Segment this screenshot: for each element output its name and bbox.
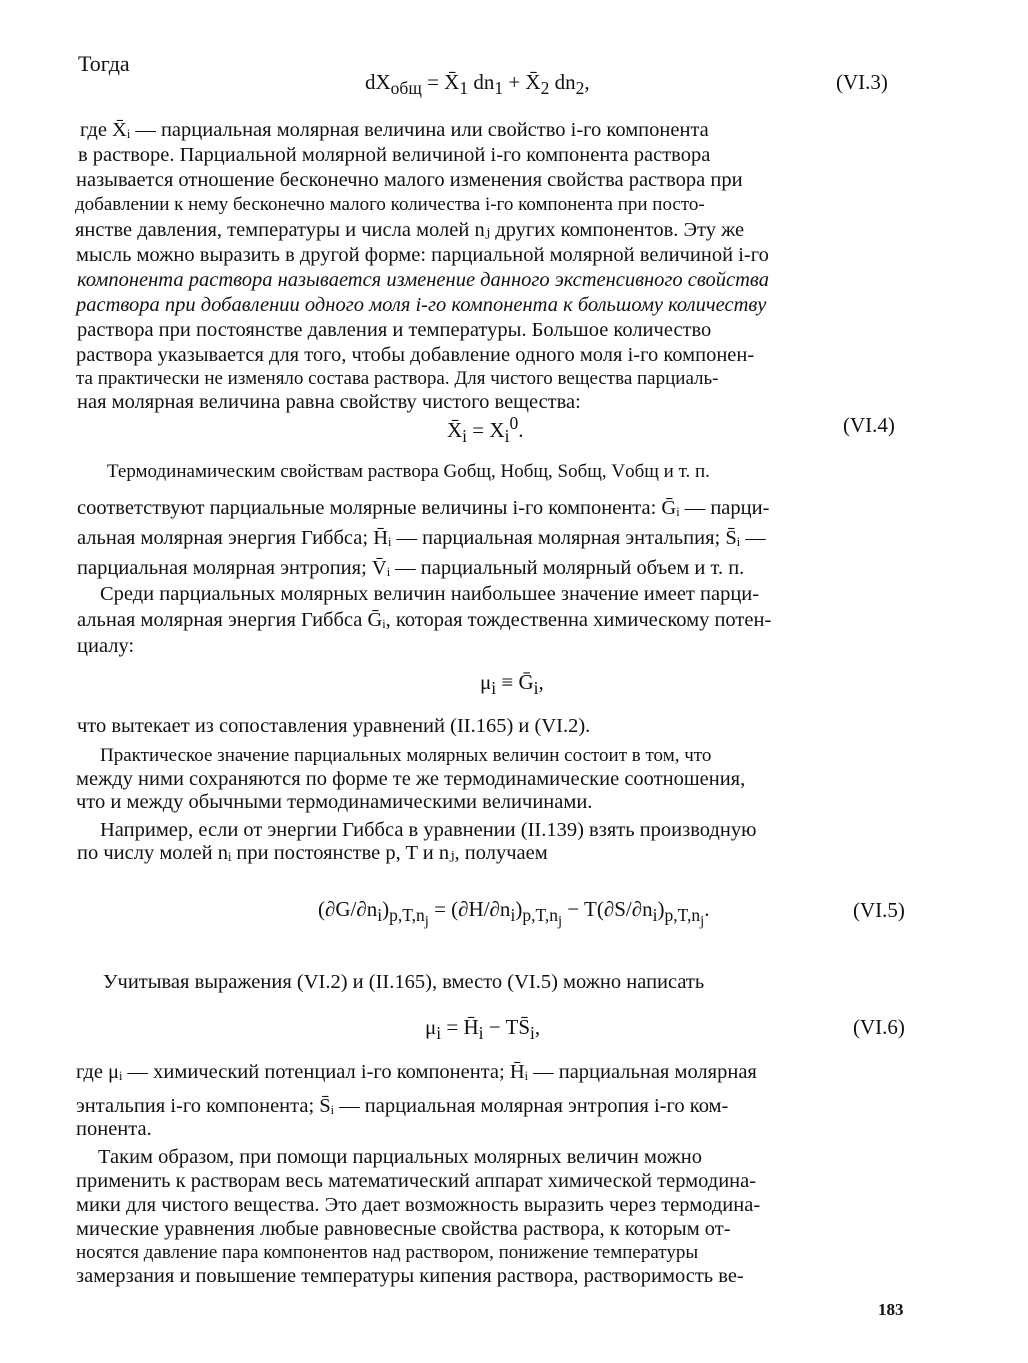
p9-line: носятся давление пара компонентов над раствором, понижение температуры xyxy=(76,1242,699,1263)
page-number: 183 xyxy=(878,1300,904,1319)
p5-line: что и между обычными термодинамическими величинами. xyxy=(76,791,593,813)
p1-line: та практически не изменяло состава раствора. Для чистого вещества парциаль- xyxy=(76,368,719,389)
p9-line: Таким образом, при помощи парциальных молярных величин можно xyxy=(98,1146,703,1168)
equation-vi3: $dX_{общ}$ = $X̄_1$ $dn_1$ + $X̄_2$ $dn_2$, xyxy=(365,70,590,99)
p1-line: раствора при добавлении одного моля i-го компонента к большому количеству xyxy=(76,294,767,316)
equation-vi5: $(\partial G/\partial n_i)_{p,T,n_j} = (\partial H/\partial n_i)_{p,T,n_j} - T(\partial S/\partial n_i)_{p,T,n_j}$. xyxy=(318,897,710,930)
p9-line: применить к растворам весь математический аппарат химической термодина- xyxy=(76,1170,757,1192)
p3-line: Среди парциальных молярных величин наибольшее значение имеет парци- xyxy=(100,583,760,605)
p1-line: ная молярная величина равна свойству чистого вещества: xyxy=(77,391,581,413)
paragraph-4: что вытекает из сопоставления уравнений (II.165) и (VI.2). xyxy=(77,715,591,737)
equation-number-vi6: (VI.6) xyxy=(853,1015,905,1039)
p9-line: замерзания и повышение температуры кипения раствора, растворимость ве- xyxy=(76,1265,744,1287)
p1-line: раствора при постоянстве давления и температуры. Большое количество xyxy=(77,319,712,341)
p1-line: мысль можно выразить в другой форме: парциальной молярной величиной i-го xyxy=(76,244,769,266)
p3-line: альная молярная энергия Гиббса Ḡᵢ, которая тождественна химическому потен- xyxy=(77,609,772,631)
p9-line: мики для чистого вещества. Это дает возможность выразить через термодина- xyxy=(76,1194,761,1216)
p2-line: альная молярная энергия Гиббса; H̄ᵢ — парциальная молярная энтальпия; S̄ᵢ — xyxy=(77,527,766,549)
p1-line: раствора указывается для того, чтобы добавление одного моля i-го компонен- xyxy=(76,344,755,366)
header-word: Тогда xyxy=(78,51,130,76)
p1-line: янстве давления, температуры и числа молей nⱼ других компонентов. Эту же xyxy=(75,219,745,241)
p8-line: энтальпия i-го компонента; S̄ᵢ — парциальная молярная энтропия i-го ком- xyxy=(76,1095,729,1117)
p3-line: циалу: xyxy=(77,635,135,657)
p2-line: Термодинамическим свойствам раствора Gобщ, Hобщ, Sобщ, Vобщ и т. п. xyxy=(107,461,710,482)
p2-line: соответствуют парциальные молярные величины i-го компонента: Ḡᵢ — парци- xyxy=(77,497,770,519)
p6-line: по числу молей nᵢ при постоянстве p, T и nⱼ, получаем xyxy=(77,842,548,864)
p1-line: называется отношение бесконечно малого изменения свойства раствора при xyxy=(76,169,743,191)
p2-line: парциальная молярная энтропия; V̄ᵢ — парциальный молярный объем и т. п. xyxy=(77,557,745,579)
equation-number-vi3: (VI.3) xyxy=(836,70,888,94)
p8-line: где μᵢ — химический потенциал i-го компонента; H̄ᵢ — парциальная молярная xyxy=(76,1061,757,1083)
p9-line: мические уравнения любые равновесные свойства раствора, к которым от- xyxy=(76,1218,731,1240)
equation-number-vi5: (VI.5) xyxy=(853,898,905,922)
p1-line: добавлении к нему бесконечно малого количества i-го компонента при посто- xyxy=(75,194,705,215)
p5-line: между ними сохраняются по форме те же термодинамические соотношения, xyxy=(76,768,746,790)
equation-vi4: $X̄_i = X_i^0$. xyxy=(447,413,524,447)
p5-line: Практическое значение парциальных молярных величин состоит в том, что xyxy=(100,745,712,766)
p6-line: Например, если от энергии Гиббса в уравнении (II.139) взять производную xyxy=(100,819,757,841)
p1-line: в растворе. Парциальной молярной величиной i-го компонента раствора xyxy=(78,144,711,166)
paragraph-7: Учитывая выражения (VI.2) и (II.165), вместо (VI.5) можно написать xyxy=(103,971,705,993)
p8-line: понента. xyxy=(76,1118,152,1140)
equation-vi6: $\mu_i$ = $H̄_i$ − $TS̄_i$, xyxy=(425,1015,541,1044)
p1-line: компонента раствора называется изменение данного экстенсивного свойства xyxy=(77,269,769,291)
equation-mu: $\mu_i$ ≡ Ḡ$_i$, xyxy=(480,670,544,699)
equation-number-vi4: (VI.4) xyxy=(843,413,895,437)
p1-line: где X̄ᵢ — парциальная молярная величина или свойство i-го компонента xyxy=(80,119,709,141)
